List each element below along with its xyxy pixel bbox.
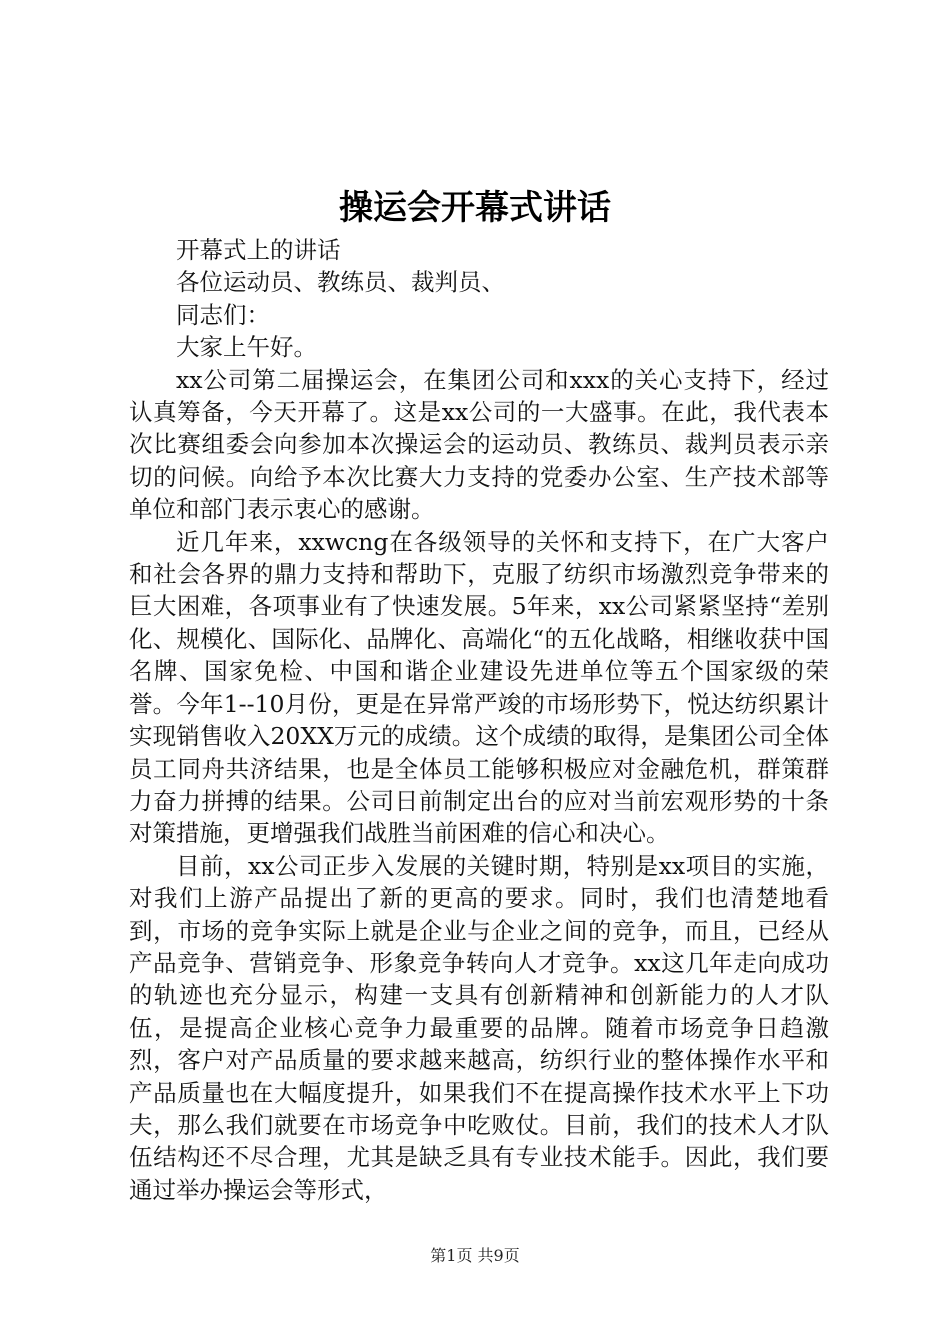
paragraph-salutation-comrades: 同志们： bbox=[176, 300, 270, 329]
paragraph-achievements: 近几年来，xxwcng在各级领导的关怀和支持下，在广大客户和社会各界的鼎力支持和帮助下，克服了纺织市场激烈竞争带来的巨大困难，各项事业有了快速发展。5年来，xx公司紧紧坚持“差别化、规模化、国际化、品牌化、高端化“的五化战略，相继收获中国名牌、国家免检、中国和谐企业建设先进单位等五个国家级的荣誉。今年1--10月份，更是在异常严竣的市场形势下，悦达纺织累计实现销售收入20XX万元的成绩。这个成绩的取得，是集团公司全体员工同舟共济结果，也是全体员工能够积极应对金融危机，群策群力奋力拼搏的结果。公司日前制定出台的应对当前宏观形势的十条对策措施，更增强我们战胜当前困难的信心和决心。 bbox=[129, 527, 829, 848]
paragraph-subtitle: 开幕式上的讲话 bbox=[176, 236, 341, 264]
document-title: 操运会开幕式讲话 bbox=[339, 188, 611, 228]
page-indicator: 第1页 共9页 bbox=[430, 1246, 520, 1265]
paragraph-greeting: 大家上午好。 bbox=[176, 333, 317, 362]
paragraph-salutation: 各位运动员、教练员、裁判员、 bbox=[176, 268, 505, 297]
document-body bbox=[129, 234, 829, 1206]
paragraph-current-situation: 目前，xx公司正步入发展的关键时期，特别是xx项目的实施，对我们上游产品提出了新的更高的要求。同时，我们也清楚地看到，市场的竞争实际上就是企业与企业之间的竞争，而且，已经从产品竞争、营销竞争、形象竞争转向人才竞争。xx这几年走向成功的轨迹也充分显示，构建一支具有创新精神和创新能力的人才队伍，是提高企业核心竞争力最重要的品牌。随着市场竞争日趋激烈，客户对产品质量的要求越来越高，纺织行业的整体操作水平和产品质量也在大幅度提升，如果我们不在提高操作技术水平上下功夫，那么我们就要在市场竞争中吃败仗。目前，我们的技术人才队伍结构还不尽合理，尤其是缺乏具有专业技术能手。因此，我们要通过举办操运会等形式， bbox=[129, 851, 829, 1204]
paragraph-opening: xx公司第二届操运会，在集团公司和xxx的关心支持下，经过认真筹备，今天开幕了。这是xx公司的一大盛事。在此，我代表本次比赛组委会向参加本次操运会的运动员、教练员、裁判员表示亲切的问候。向给予本次比赛大力支持的党委办公室、生产技术部等单位和部门表示衷心的感谢。 bbox=[129, 365, 829, 524]
